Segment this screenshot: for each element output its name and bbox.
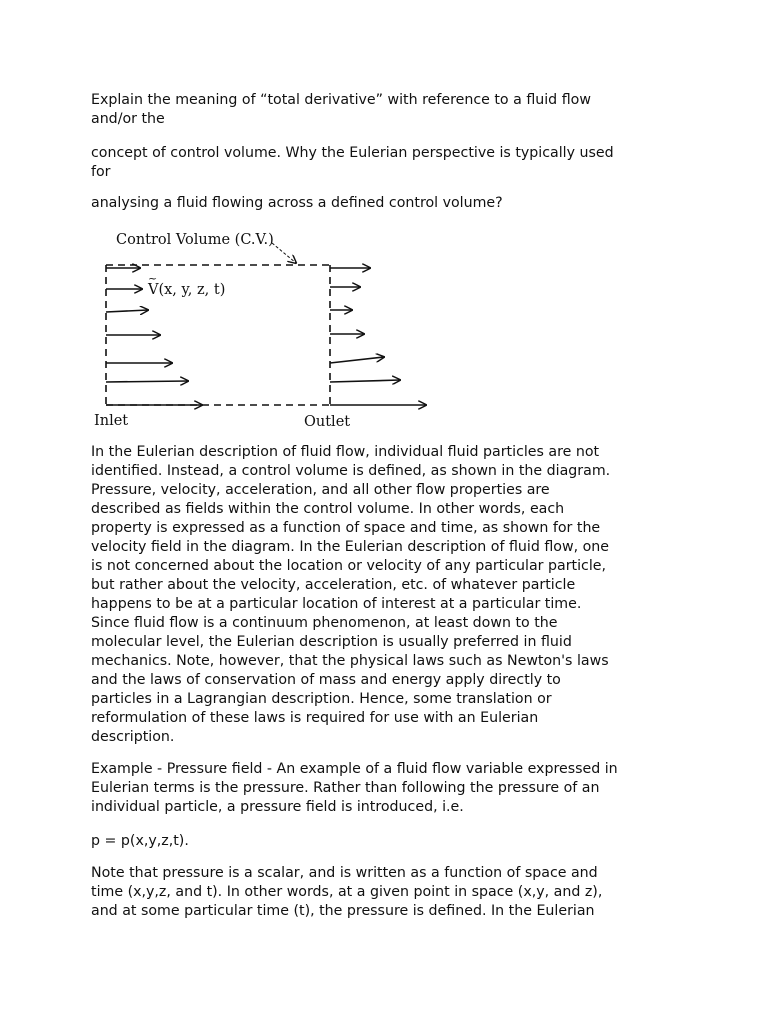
text-line: happens to be at a particular location of interest at a particular time. — [91, 596, 582, 612]
outlet-velocity-arrows — [330, 268, 426, 405]
text-line: In the Eulerian description of fluid flow, individual fluid particles are not — [91, 444, 600, 460]
question-paragraph-3 — [91, 194, 503, 213]
question-line: Explain the meaning of “total derivative” with reference to a fluid flow — [91, 92, 591, 108]
pressure-equation — [91, 832, 189, 851]
text-line: particles in a Lagrangian description. Hence, some translation or — [91, 691, 552, 707]
text-line: but rather about the velocity, acceleration, etc. of whatever particle — [91, 577, 576, 593]
text-line: reformulation of these laws is required for use with an Eulerian — [91, 710, 539, 726]
question-line: analysing a fluid flowing across a defined control volume? — [91, 195, 503, 211]
inlet-arrow — [106, 381, 188, 382]
text-line: Pressure, velocity, acceleration, and all other flow properties are — [91, 482, 550, 498]
question-line: concept of control volume. Why the Eulerian perspective is typically used — [91, 145, 614, 161]
text-line: identified. Instead, a control volume is defined, as shown in the diagram. — [91, 463, 611, 479]
cv-leader-line — [272, 243, 296, 263]
equation-text: p = p(x,y,z,t). — [91, 833, 189, 849]
text-line: description. — [91, 729, 175, 745]
text-line: Example - Pressure field - An example of a fluid flow variable expressed in — [91, 761, 618, 777]
text-line: is not concerned about the location or velocity of any particular particle, — [91, 558, 607, 574]
question-line: and/or the — [91, 111, 165, 127]
outlet-label: Outlet — [304, 414, 351, 430]
text-line: Since fluid flow is a continuum phenomenon, at least down to the — [91, 615, 558, 631]
text-line: time (x,y,z, and t). In other words, at a given point in space (x,y, and z), — [91, 884, 603, 900]
text-line: property is expressed as a function of space and time, as shown for the — [91, 520, 601, 536]
outlet-arrow — [330, 357, 384, 363]
text-line: Note that pressure is a scalar, and is written as a function of space and — [91, 865, 598, 881]
question-paragraph-2 — [91, 144, 614, 182]
text-line: velocity field in the diagram. In the Eulerian description of fluid flow, one — [91, 539, 610, 555]
text-line: and at some particular time (t), the pressure is defined. In the Eulerian — [91, 903, 595, 919]
eulerian-description-paragraph — [91, 443, 610, 747]
control-volume-diagram — [90, 224, 435, 434]
text-line: Eulerian terms is the pressure. Rather than following the pressure of an — [91, 780, 600, 796]
pressure-scalar-note-paragraph — [91, 864, 602, 921]
cv-label: Control Volume (C.V.) — [116, 232, 274, 248]
inlet-arrow — [106, 310, 148, 312]
question-paragraph-1 — [91, 91, 591, 129]
velocity-field-label: V(x, y, z, t) — [148, 282, 226, 298]
pressure-field-example-paragraph — [91, 760, 618, 817]
text-line: and the laws of conservation of mass and energy apply directly to — [91, 672, 561, 688]
inlet-label: Inlet — [94, 413, 129, 429]
vector-bar-icon: ~ — [148, 272, 158, 285]
text-line: described as fields within the control volume. In other words, each — [91, 501, 565, 517]
text-line: individual particle, a pressure field is introduced, i.e. — [91, 799, 464, 815]
text-line: molecular level, the Eulerian description is usually preferred in fluid — [91, 634, 572, 650]
question-line: for — [91, 164, 111, 180]
outlet-arrow — [330, 380, 400, 382]
text-line: mechanics. Note, however, that the physical laws such as Newton's laws — [91, 653, 609, 669]
